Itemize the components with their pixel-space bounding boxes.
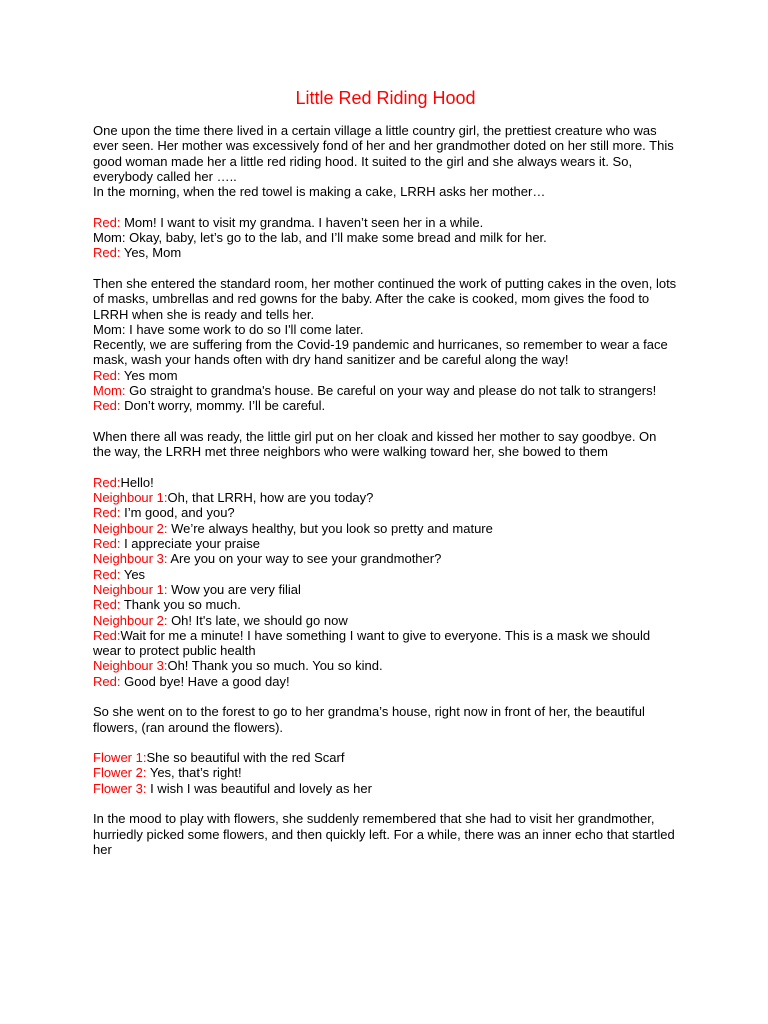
dialog-block-home bbox=[93, 215, 678, 261]
dialog-text: I’m good, and you? bbox=[120, 505, 235, 521]
dialog-text: Oh! It's late, we should go now bbox=[167, 612, 348, 628]
speaker-label: Neighbour 3: bbox=[93, 551, 168, 567]
dialog-line bbox=[93, 383, 678, 398]
dialog-text: Yes mom bbox=[120, 367, 178, 383]
speaker-label: Red: bbox=[93, 214, 121, 230]
speaker-label: Mom: bbox=[93, 383, 126, 399]
dialog-line bbox=[93, 521, 678, 536]
dialog-text: Don’t worry, mommy. I’ll be careful. bbox=[120, 398, 326, 414]
paragraph-gap bbox=[93, 414, 678, 429]
paragraph-gap bbox=[93, 199, 678, 214]
speaker-label: Red: bbox=[93, 597, 121, 613]
dialog-text: Yes, Mom bbox=[120, 245, 182, 261]
dialog-line bbox=[93, 750, 678, 765]
paragraph-intro: One upon the time there lived in a certain village a little country girl, the prettiest creature who was ever seen. Her mother was excessively fond of her and her grandmother doted on her still more. This good woman made her a little red riding hood. It suited to the girl and she always wears it. So, everybody called her ….. In the morning, when the red towel is making a cake, LRRH asks her mother… bbox=[93, 123, 674, 200]
speaker-label: Neighbour 2: bbox=[93, 612, 168, 628]
dialog-block-flowers bbox=[93, 750, 678, 796]
document-title: Little Red Riding Hood bbox=[295, 88, 476, 108]
dialog-text: Mom! I want to visit my grandma. I haven’t seen her in a while. bbox=[120, 214, 484, 230]
paragraph-gap bbox=[93, 460, 678, 475]
dialog-text: Yes bbox=[120, 566, 146, 582]
dialog-text: Good bye! Have a good day! bbox=[120, 673, 290, 689]
dialog-block-departure bbox=[93, 368, 678, 414]
dialog-line bbox=[93, 674, 678, 689]
dialog-line bbox=[93, 781, 678, 796]
dialog-text: I appreciate your praise bbox=[120, 536, 260, 552]
speaker-label: Neighbour 2: bbox=[93, 520, 168, 536]
document-page bbox=[93, 86, 678, 857]
dialog-line bbox=[93, 765, 678, 780]
speaker-label: Red: bbox=[93, 566, 121, 582]
dialog-line bbox=[93, 582, 678, 597]
dialog-text: We’re always healthy, but you look so pretty and mature bbox=[167, 520, 493, 536]
speaker-label: Flower 1: bbox=[93, 750, 147, 766]
dialog-line bbox=[93, 658, 678, 673]
speaker-label: Red: bbox=[93, 398, 121, 414]
speaker-label: Neighbour 3: bbox=[93, 658, 168, 674]
paragraph-forest: So she went on to the forest to go to her grandma’s house, right now in front of her, the beautiful flowers, (ran around the flowers). bbox=[93, 704, 645, 735]
dialog-line bbox=[93, 536, 678, 551]
paragraph-gap bbox=[93, 796, 678, 811]
dialog-text: I wish I was beautiful and lovely as her bbox=[146, 780, 372, 796]
paragraph-standard-room: Then she entered the standard room, her mother continued the work of putting cakes in the oven, lots of masks, umbrellas and red gowns for the baby. After the cake is cooked, mom gives the food to LRRH when she is ready and tells her. Mom: I have some work to do so I'll come later. Recently, we are suffering from the Covid-19 pandemic and hurricanes, so remember to wear a face mask, wash your hands often with dry hand sanitizer and be careful along the way! bbox=[93, 275, 677, 368]
dialog-line bbox=[93, 551, 678, 566]
dialog-line bbox=[93, 490, 678, 505]
dialog-line bbox=[93, 628, 678, 659]
dialog-text: Hello! bbox=[120, 474, 154, 490]
dialog-block-neighbours bbox=[93, 475, 678, 689]
speaker-label: Red: bbox=[93, 245, 121, 261]
speaker-label: Red: bbox=[93, 505, 121, 521]
dialog-text: Wait for me a minute! I have something I want to give to everyone. This is a mask we should wear to protect public health bbox=[93, 627, 651, 659]
dialog-line bbox=[93, 245, 678, 260]
dialog-line bbox=[93, 597, 678, 612]
speaker-label: Flower 2: bbox=[93, 765, 147, 781]
dialog-line bbox=[93, 505, 678, 520]
dialog-line bbox=[93, 567, 678, 582]
paragraph-gap bbox=[93, 689, 678, 704]
dialog-text: Go straight to grandma's house. Be careful on your way and please do not talk to strangers! bbox=[125, 383, 657, 399]
dialog-line bbox=[93, 475, 678, 490]
speaker-label: Red: bbox=[93, 627, 121, 643]
speaker-label: Neighbour 1: bbox=[93, 490, 168, 506]
speaker-label: Neighbour 1: bbox=[93, 581, 168, 597]
dialog-line bbox=[93, 368, 678, 383]
dialog-text: Yes, that’s right! bbox=[146, 765, 242, 781]
dialog-text: Are you on your way to see your grandmother? bbox=[167, 551, 442, 567]
speaker-label: Red: bbox=[93, 536, 121, 552]
speaker-label: Red: bbox=[93, 673, 121, 689]
dialog-text: Wow you are very filial bbox=[167, 581, 301, 597]
dialog-text: Oh, that LRRH, how are you today? bbox=[167, 490, 374, 506]
dialog-line bbox=[93, 230, 678, 245]
dialog-line bbox=[93, 613, 678, 628]
paragraph-gap bbox=[93, 261, 678, 276]
paragraph-echo: In the mood to play with flowers, she suddenly remembered that she had to visit her grandmother, hurriedly picked some flowers, and then quickly left. For a while, there was an inner echo that startled her bbox=[93, 811, 675, 857]
paragraph-gap bbox=[93, 735, 678, 750]
dialog-text: Thank you so much. bbox=[120, 597, 241, 613]
paragraph-goodbye: When there all was ready, the little girl put on her cloak and kissed her mother to say goodbye. On the way, the LRRH met three neighbors who were walking toward her, she bowed to them bbox=[93, 428, 657, 460]
dialog-text: Mom: Okay, baby, let’s go to the lab, and I’ll make some bread and milk for her. bbox=[93, 230, 547, 246]
dialog-line bbox=[93, 215, 678, 230]
speaker-label: Red: bbox=[93, 367, 121, 383]
speaker-label: Flower 3: bbox=[93, 780, 147, 796]
dialog-line bbox=[93, 398, 678, 413]
dialog-text: Oh! Thank you so much. You so kind. bbox=[167, 658, 383, 674]
dialog-text: She so beautiful with the red Scarf bbox=[146, 750, 345, 766]
speaker-label: Red: bbox=[93, 474, 121, 490]
